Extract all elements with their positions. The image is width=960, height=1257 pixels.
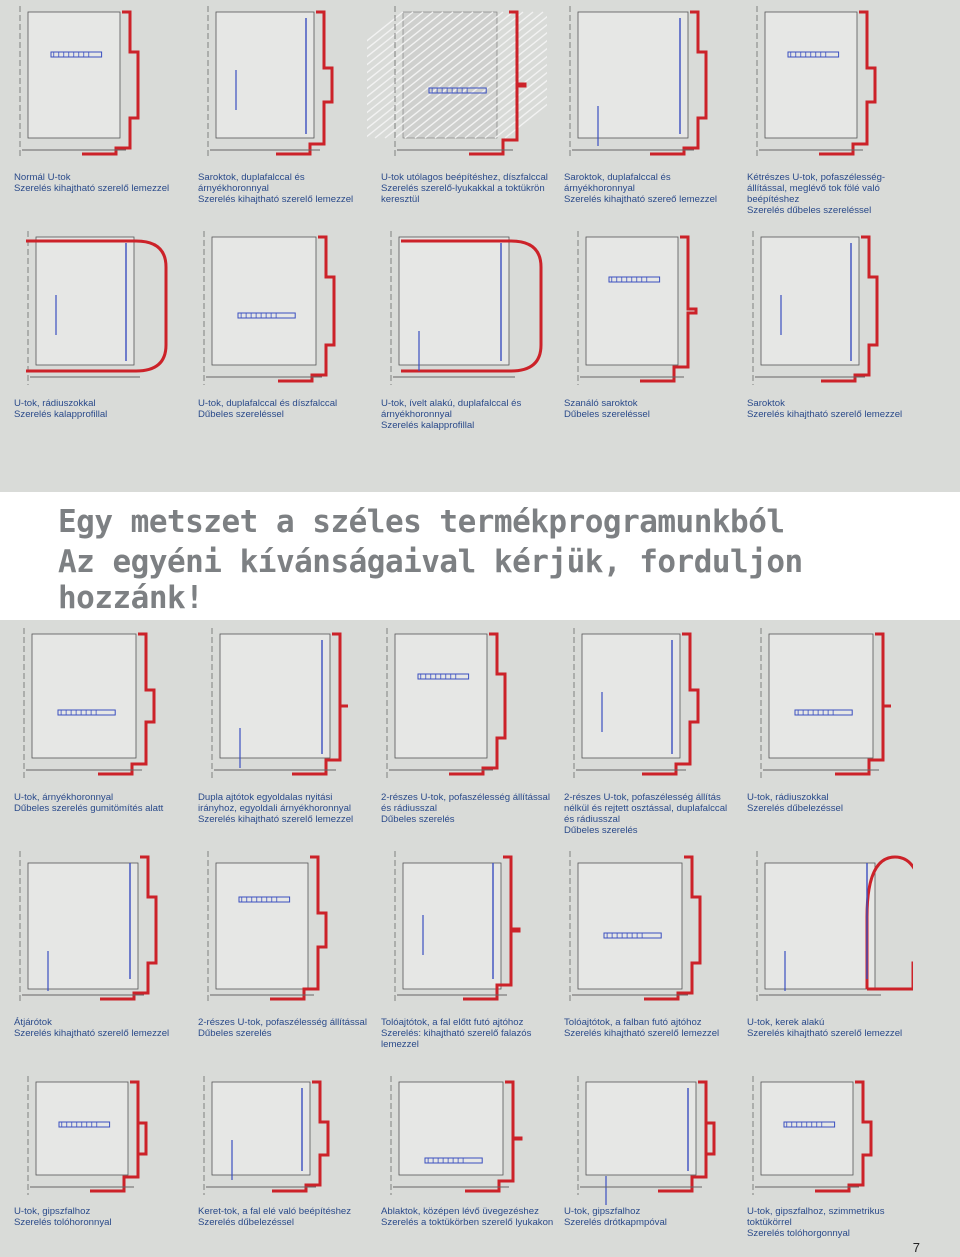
product-cell [367,845,547,1070]
caption-line: Szerelés kihajtható szerelő lemezzel [14,1028,170,1039]
wall-section [212,1082,310,1175]
product-caption [564,398,734,420]
cross-section-drawing [184,1070,364,1205]
wall-section [586,237,678,365]
cross-section-drawing [733,225,913,395]
cross-section-drawing [733,1070,913,1205]
caption-line: Kétrészes U-tok, pofaszélesség- [747,172,886,183]
caption-line: Keret-tok, a fal elé való beépítéshez [198,1206,352,1217]
cross-section-drawing [550,845,730,1013]
cross-section-svg [367,225,547,395]
caption-line: toktükörrel [747,1217,792,1228]
caption-line: Saroktok [747,398,785,409]
caption-line: és rádiusszal [381,803,437,814]
cross-section-svg [184,225,364,395]
cross-section-svg [550,1070,730,1205]
cross-section-svg [184,622,364,788]
product-cell [733,622,913,845]
caption-line: 2-részes U-tok, pofaszélesség állítással [198,1017,368,1028]
cross-section-svg [0,622,180,788]
caption-line: Dűbeles szerelés [564,825,638,836]
wall-section [403,863,501,989]
product-caption [381,1206,554,1228]
cross-section-drawing [550,1070,730,1205]
wall-section [395,634,487,758]
cross-section-drawing [184,225,364,395]
row-4 [0,845,960,1070]
product-caption [14,172,184,194]
wall-section [216,863,308,989]
cross-section-svg [0,1070,180,1205]
caption-line: árnyékhoronnyal [198,183,269,194]
caption-line: Szerelés szerelő-lyukakkal a toktükrön [381,183,545,194]
product-caption [198,398,368,420]
cross-section-drawing [0,1070,180,1205]
caption-line: Szerelés tolóhorgonnyal [747,1228,850,1239]
cross-section-drawing [184,0,364,168]
wall-section [399,1082,503,1175]
product-caption [564,1017,734,1039]
product-cell [367,225,547,492]
hatch-line [505,12,547,138]
cross-section-drawing [367,225,547,395]
caption-line: Szerelés dűbelezéssel [198,1217,294,1228]
caption-line: Dűbeles szerelés [381,814,455,825]
caption-line: Szerelés kihajtható szerelő lemezzel [747,1028,903,1039]
caption-line: keresztül [381,194,420,205]
product-caption [381,1017,551,1050]
wall-section [761,237,859,365]
caption-line: U-tok, rádiuszokkal [747,792,829,803]
wall-section [582,634,680,758]
caption-line: Dűbeles szerelés gumitömítés alatt [14,803,164,814]
product-cell [733,0,913,225]
cross-section-drawing [367,845,547,1013]
caption-line: lemezzel [381,1039,419,1050]
wall-section [769,634,873,758]
cross-section-svg [367,1070,547,1205]
caption-line: 2-részes U-tok, pofaszélesség állítással [381,792,551,803]
product-caption [198,1017,368,1039]
caption-line: Dupla ajtótok egyoldalas nyitási [198,792,333,803]
product-cell [550,225,730,492]
cross-section-drawing [184,622,364,788]
product-cell [184,1070,364,1257]
cross-section-svg [733,0,913,168]
cross-section-drawing [550,225,730,395]
caption-line: irányhoz, egyoldali árnyékhoronnyal [198,803,352,814]
caption-line: Szerelés kihajtható szerelő lemezzel [198,194,354,205]
cross-section-svg [367,622,547,788]
wall-section [36,1082,128,1175]
caption-line: Szerelés drótkapmpóval [564,1217,667,1228]
cross-section-svg [184,1070,364,1205]
product-cell [0,845,180,1070]
wall-section [28,12,120,138]
cross-section-svg [733,1070,913,1205]
cross-section-svg [367,0,547,168]
headline-line-2: Az egyéni kívánságaival kérjük, forduljon hozzánk! [58,544,803,616]
row-5 [0,1070,960,1257]
caption-line: Szerelés dűbelezéssel [747,803,843,814]
product-cell [0,225,180,492]
product-caption [14,398,184,420]
product-cell [184,845,368,1070]
caption-line: Szerelés tolóhoronnyal [14,1217,112,1228]
caption-line: Szerelés: kihajtható szerelő falazós [381,1028,532,1039]
product-cell [733,845,913,1070]
cross-section-drawing [0,225,180,395]
product-cell [550,622,730,845]
product-caption [747,398,917,420]
caption-line: beépítéshez [747,194,800,205]
caption-line: U-tok utólagos beépítéshez, díszfalccal [381,172,548,183]
cross-section-drawing [550,0,730,168]
caption-line: Dűbeles szereléssel [564,409,650,420]
wall-section [765,12,857,138]
caption-line: Átjárótok [14,1017,52,1028]
product-caption [198,172,368,205]
product-cell [550,845,730,1070]
product-cell [733,225,913,492]
wall-section [761,1082,853,1175]
cross-section-svg [733,845,913,1013]
product-caption [14,792,184,814]
product-cell [367,0,547,225]
cross-section-drawing [733,845,913,1013]
product-caption [747,1206,917,1239]
wall-section [578,12,688,138]
cross-section-drawing [733,622,913,788]
caption-line: Szerelés kihajtható szerelő lemezzel [747,409,903,420]
product-caption [381,792,551,825]
caption-line: Szerelés kalapprofillal [14,409,108,420]
caption-line: nélkül és rejtett osztással, duplafalccal [564,803,728,814]
row-2 [0,225,960,492]
caption-line: Szerelés kihajtható szerelő lemezzel [14,183,170,194]
caption-line: árnyékhoronnyal [381,409,452,420]
wall-section [216,12,314,138]
product-caption [564,1206,734,1228]
cross-section-drawing [0,0,180,168]
cross-section-svg [550,845,730,1013]
cross-section-svg [184,845,364,1013]
cross-section-svg [733,622,913,788]
product-cell [184,225,364,492]
caption-line: U-tok, ívelt alakú, duplafalccal és [381,398,522,409]
caption-line: U-tok, árnyékhoronnyal [14,792,114,803]
product-caption [381,172,551,205]
product-cell [550,1070,730,1257]
wall-section [32,634,136,758]
product-caption [747,172,917,216]
wall-section [28,863,138,989]
product-caption [747,1017,917,1039]
caption-line: U-tok, duplafalccal és díszfalccal [198,398,338,409]
page-number: 7 [912,1240,920,1255]
cross-section-drawing [0,845,180,1013]
caption-line: U-tok, kerek alakú [747,1017,825,1028]
cross-section-svg [550,622,730,788]
wall-section [36,237,134,365]
caption-line: Saroktok, duplafalccal és [564,172,671,183]
cross-section-svg [550,225,730,395]
cross-section-svg [184,0,364,168]
caption-line: Dűbeles szerelés [198,1028,272,1039]
caption-line: Tolóajtótok, a fal előtt futó ajtóhoz [381,1017,524,1028]
caption-line: és rádiusszal [564,814,620,825]
wall-section [212,237,316,365]
caption-line: U-tok, gipszfalhoz, szimmetrikus [747,1206,885,1217]
product-caption [198,792,368,825]
caption-line: Szerelés kihajtható szerelő lemezzel [564,1028,720,1039]
cross-section-drawing [367,622,547,788]
row-3 [0,622,960,845]
wall-section [578,863,682,989]
caption-line: árnyékhoronnyal [564,183,635,194]
product-caption [381,398,551,431]
cross-section-svg [367,845,547,1013]
cross-section-svg [0,225,180,395]
headline-line-1: Egy metszet a széles termékprogramunkból [58,504,785,540]
product-caption [564,172,734,205]
caption-line: U-tok, rádiuszokkal [14,398,96,409]
cross-section-drawing [184,845,364,1013]
product-cell [0,1070,180,1257]
caption-line: Ablaktok, középen lévő üvegezéshez [381,1206,539,1217]
product-caption [564,792,734,836]
caption-line: állítással, meglévő tok fölé való [747,183,880,194]
cross-section-drawing [733,0,913,168]
wall-section [399,237,509,365]
headline-banner [0,492,960,620]
cross-section-drawing [367,1070,547,1205]
cross-section-drawing [367,0,547,168]
product-cell [733,1070,913,1257]
wall-section [586,1082,696,1175]
product-cell [0,622,180,845]
product-cell [367,1070,554,1257]
product-cell [550,0,730,225]
caption-line: Saroktok, duplafalccal és [198,172,305,183]
cross-section-drawing [0,622,180,788]
product-cell [367,622,551,845]
wall-section [765,863,875,989]
caption-line: Szerelés kalapprofillal [381,420,475,431]
caption-line: Dűbeles szereléssel [198,409,284,420]
product-caption [14,1017,184,1039]
cross-section-svg [550,0,730,168]
product-cell [0,0,180,225]
cross-section-svg [733,225,913,395]
wall-section [220,634,330,758]
caption-line: Szerelés dűbeles szereléssel [747,205,872,216]
cross-section-svg [0,845,180,1013]
product-caption [747,792,917,814]
cross-section-svg [0,0,180,168]
caption-line: Szerelés kihajtható szereő lemezzel [564,194,718,205]
caption-line: Normál U-tok [14,172,71,183]
row-1 [0,0,960,225]
caption-line: Szerelés a toktükörben szerelő lyukakon [381,1217,554,1228]
caption-line: U-tok, gipszfalhoz [564,1206,641,1217]
caption-line: U-tok, gipszfalhoz [14,1206,91,1217]
product-caption [198,1206,368,1228]
product-cell [184,622,364,845]
cross-section-drawing [550,622,730,788]
caption-line: Szanáló saroktok [564,398,638,409]
caption-line: Tolóajtótok, a falban futó ajtóhoz [564,1017,702,1028]
product-caption [14,1206,184,1228]
caption-line: Szerelés kihajtható szerelő lemezzel [198,814,354,825]
caption-line: 2-részes U-tok, pofaszélesség állítás [564,792,721,803]
product-cell [184,0,364,225]
